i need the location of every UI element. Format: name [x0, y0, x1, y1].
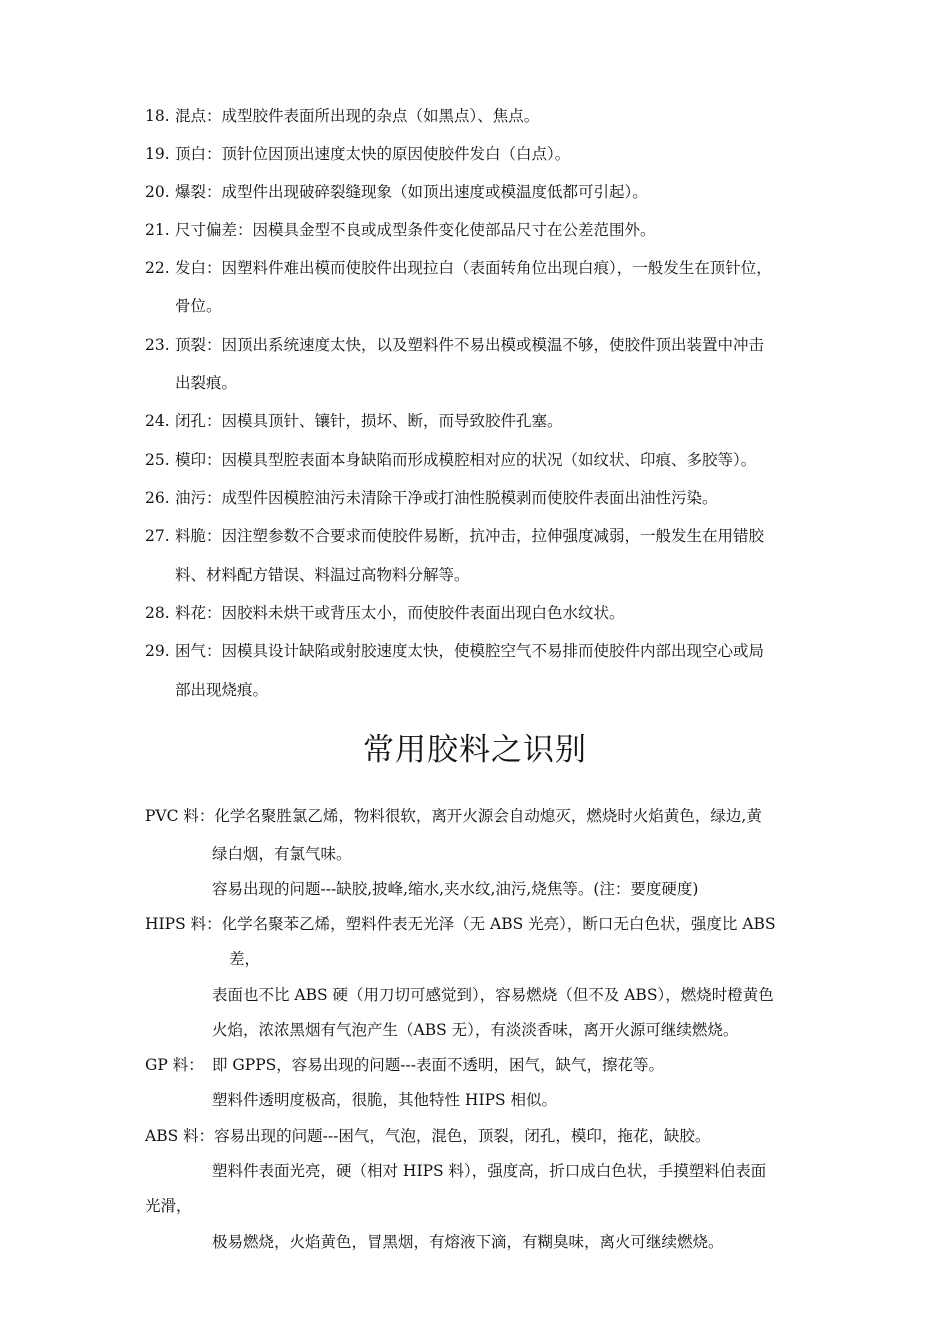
pvc-line-3: 容易出现的问题---缺胶,披峰,缩水,夹水纹,油污,烧焦等。(注：要度硬度): [212, 880, 699, 898]
item-number: 22.: [145, 259, 170, 277]
material-text: 化学名聚胜氯乙烯，物料很软，离开火源会自动熄灭，燃烧时火焰黄色，绿边,黄: [214, 807, 762, 825]
item-number: 26.: [145, 489, 170, 507]
item-number: 19.: [145, 145, 170, 163]
item-text: 尺寸偏差：因模具金型不良或成型条件变化使部品尺寸在公差范围外。: [175, 221, 656, 239]
item-number: 20.: [145, 183, 170, 201]
item-number: 28.: [145, 604, 170, 622]
defect-item-25: [145, 450, 756, 470]
defect-item-28: [145, 603, 625, 623]
item-text: 料脆：因注塑参数不合要求而使胶件易断，抗冲击，拉伸强度减弱，一般发生在用错胶: [175, 527, 765, 545]
defect-item-20: [145, 182, 648, 202]
defect-item-27: [145, 526, 764, 546]
material-abs: [145, 1126, 710, 1146]
material-text: 化学名聚苯乙烯，塑料件表无光泽（无 ABS 光亮），断口无白色状，强度比 ABS: [221, 915, 776, 933]
material-label: HIPS 料：: [145, 915, 222, 933]
item-text: 模印：因模具型腔表面本身缺陷而形成模腔相对应的状况（如纹状、印痕、多胶等）。: [175, 451, 757, 469]
defect-item-26: [145, 488, 718, 508]
item-text: 油污：成型件因模腔油污未清除干净或打油性脱模剥而使胶件表面出油性污染。: [175, 489, 718, 507]
defect-item-22-continued: 骨位。: [175, 297, 222, 315]
item-text: 闭孔：因模具顶针、镶针，损坏、断，而导致胶件孔塞。: [175, 412, 563, 430]
hips-line-2: 差，: [229, 950, 261, 968]
gp-line-2: 塑料件透明度极高，很脆，其他特性 HIPS 相似。: [212, 1091, 558, 1109]
pvc-line-2: 绿白烟，有氯气味。: [212, 845, 352, 863]
material-text: 即 GPPS，容易出现的问题---表面不透明，困气，缺气，擦花等。: [212, 1056, 664, 1074]
defect-item-22: [145, 258, 772, 278]
item-number: 21.: [145, 221, 170, 239]
item-number: 18.: [145, 107, 170, 125]
section-title: 常用胶料之识别: [363, 732, 587, 768]
material-gp: [145, 1055, 664, 1075]
defect-item-29-continued: 部出现烧痕。: [175, 681, 269, 699]
abs-line-4: 极易燃烧，火焰黄色，冒黑烟，有熔液下滴，有糊臭味，离火可继续燃烧。: [212, 1233, 724, 1251]
item-number: 29.: [145, 642, 170, 660]
item-text: 困气：因模具设计缺陷或射胶速度太快，使模腔空气不易排而使胶件内部出现空心或局: [175, 642, 765, 660]
item-text: 顶白：顶针位因顶出速度太快的原因使胶件发白（白点）。: [175, 145, 571, 163]
item-text: 发白：因塑料件难出模而使胶件出现拉白（表面转角位出现白痕），一般发生在顶针位，: [175, 259, 772, 277]
item-number: 23.: [145, 336, 170, 354]
hips-line-3: 表面也不比 ABS 硬（用刀切可感觉到），容易燃烧（但不及 ABS），燃烧时橙黄色: [212, 986, 774, 1004]
item-number: 24.: [145, 412, 170, 430]
defect-item-27-continued: 料、材料配方错误、料温过高物料分解等。: [175, 566, 470, 584]
item-text: 混点：成型胶件表面所出现的杂点（如黑点）、焦点。: [175, 107, 540, 125]
defect-item-24: [145, 411, 563, 431]
defect-item-29: [145, 641, 764, 661]
material-text: 容易出现的问题---困气，气泡，混色，顶裂，闭孔，模印，拖花，缺胶。: [214, 1127, 711, 1145]
item-number: 25.: [145, 451, 170, 469]
abs-line-2: 塑料件表面光亮，硬（相对 HIPS 料），强度高，折口成白色状，手摸塑料伯表面: [212, 1162, 767, 1180]
defect-item-21: [145, 220, 656, 240]
defect-item-23: [145, 335, 764, 355]
material-label: GP 料：: [145, 1056, 204, 1074]
defect-item-23-continued: 出裂痕。: [175, 374, 238, 392]
hips-line-4: 火焰，浓浓黑烟有气泡产生（ABS 无），有淡淡香味，离开火源可继续燃烧。: [212, 1021, 739, 1039]
defect-item-18: [145, 106, 539, 126]
item-text: 料花：因胶料未烘干或背压太小，而使胶件表面出现白色水纹状。: [175, 604, 625, 622]
material-pvc: [145, 806, 762, 826]
material-hips: [145, 914, 776, 934]
abs-line-3: 光滑，: [145, 1197, 192, 1215]
defect-item-19: [145, 144, 570, 164]
material-label: ABS 料：: [145, 1127, 215, 1145]
item-number: 27.: [145, 527, 170, 545]
material-label: PVC 料：: [145, 807, 215, 825]
item-text: 爆裂：成型件出现破碎裂缝现象（如顶出速度或模温度低都可引起）。: [175, 183, 648, 201]
item-text: 顶裂：因顶出系统速度太快，以及塑料件不易出模或模温不够，使胶件顶出装置中冲击: [175, 336, 765, 354]
